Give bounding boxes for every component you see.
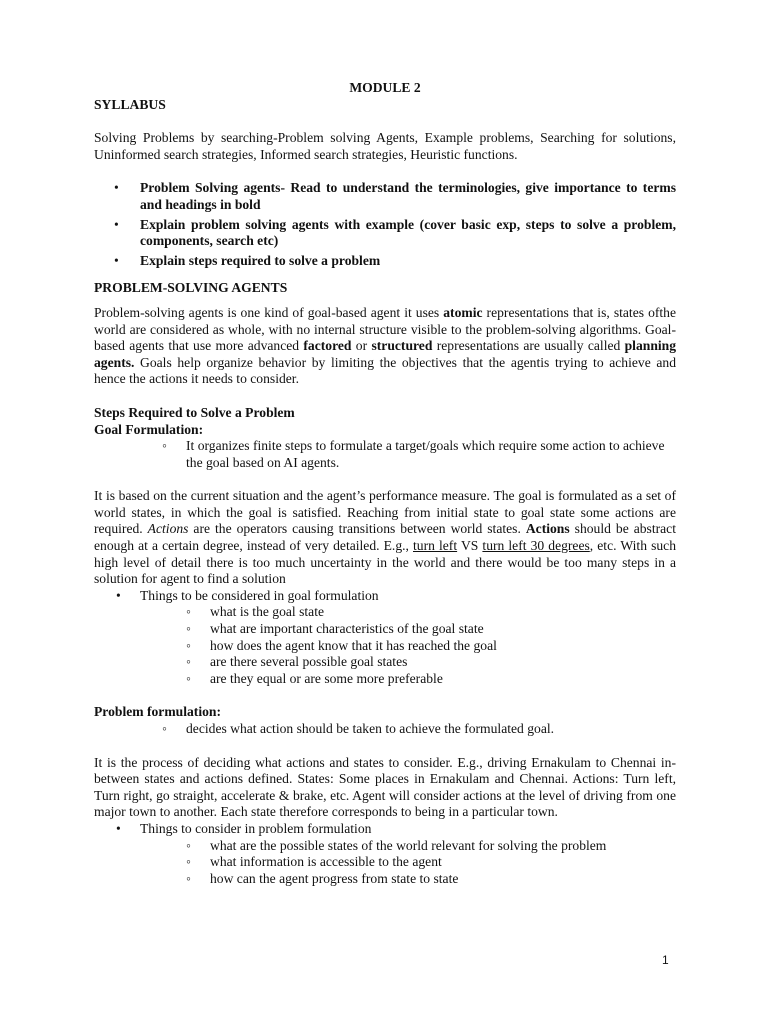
list-item: ◦ It organizes finite steps to formulate a target/goals which require some action to achieve the goal based on AI agents. <box>162 438 665 470</box>
problem-things-sublist <box>94 838 676 888</box>
list-item: • Things to consider in problem formulation <box>116 820 372 836</box>
bullet-icon: • <box>114 180 119 196</box>
psa-paragraph: Problem-solving agents is one kind of goal-based agent it uses atomic representations that is, states ofthe world are considered as whole, with no internal structure visible to the problem-solving algorithms. Goal-based agents that use more advanced factored or structured representations are usually called planning agents. Goals help organize behavior by limiting the objectives that the agentis trying to achieve and hence the actions it needs to consider. <box>94 304 677 387</box>
bullet-icon: • <box>114 252 119 268</box>
goal-paragraph: It is based on the current situation and the agent’s performance measure. The goal is formulated as a set of world states, in which the goal is satisfied. Reaching from initial state to goal state some actions are required. Actions are the operators causing transitions between world states. Actions should be abstract enough at a certain degree, instead of very detailed. E.g., turn left VS turn left 30 degrees, etc. With such high level of detail there is too much uncertainty in the world and there would be too many steps in a solution for agent to find a solution <box>94 488 676 587</box>
list-item: ◦ are they equal or are some more preferable <box>186 670 443 686</box>
problem-heading: Problem formulation: <box>94 704 221 720</box>
goal-heading: Goal Formulation: <box>94 421 204 437</box>
goal-things-list <box>94 588 676 605</box>
list-item: • Explain steps required to solve a problem <box>114 252 381 268</box>
ring-bullet-icon: ◦ <box>162 721 167 736</box>
goal-things-sublist <box>94 604 676 687</box>
problem-things-list <box>94 821 676 838</box>
bullet-icon: • <box>116 587 121 603</box>
list-item: ◦ what are important characteristics of the goal state <box>186 621 484 637</box>
list-item: ◦ what information is accessible to the agent <box>186 854 442 870</box>
bullet-icon: • <box>114 216 119 232</box>
problem-sub-list <box>94 721 676 738</box>
list-item: ◦ decides what action should be taken to achieve the formulated goal. <box>162 721 555 736</box>
ring-bullet-icon: ◦ <box>186 837 191 853</box>
list-item: ◦ are there several possible goal states <box>186 654 408 670</box>
notes-list <box>94 180 676 269</box>
list-item: ◦ how can the agent progress from state to state <box>186 870 459 886</box>
ring-bullet-icon: ◦ <box>186 870 191 886</box>
list-item: • Things to be considered in goal formulation <box>116 587 379 603</box>
problem-paragraph: It is the process of deciding what actions and states to consider. E.g., driving Ernakulam to Chennai in-between states and actions defined. States: Some places in Ernakulam and Chennai. Actions: Turn left, Turn right, go straight, accelerate & brake, etc. Agent will consider actions at the level of driving from one major town to another. Each state therefore corresponds to being in a particular town. <box>94 754 676 820</box>
ring-bullet-icon: ◦ <box>186 637 191 653</box>
ring-bullet-icon: ◦ <box>186 604 191 620</box>
list-item: • Explain problem solving agents with example (cover basic exp, steps to solve a problem, components, search etc) <box>114 216 676 249</box>
page-number: 1 <box>662 953 669 967</box>
list-item: ◦ how does the agent know that it has reached the goal <box>186 637 497 653</box>
syllabus-text: Solving Problems by searching-Problem solving Agents, Example problems, Searching for solutions, Uninformed search strategies, Informed search strategies, Heuristic functions. <box>94 130 676 162</box>
psa-heading: PROBLEM-SOLVING AGENTS <box>94 280 288 296</box>
module-title: MODULE 2 <box>349 80 421 95</box>
list-item: • Problem Solving agents- Read to understand the terminologies, give importance to terms and headings in bold <box>114 180 676 212</box>
ring-bullet-icon: ◦ <box>162 438 167 454</box>
list-item: ◦ what is the goal state <box>186 604 325 620</box>
steps-heading: Steps Required to Solve a Problem <box>94 404 295 420</box>
ring-bullet-icon: ◦ <box>186 670 191 686</box>
ring-bullet-icon: ◦ <box>186 854 191 870</box>
ring-bullet-icon: ◦ <box>186 621 191 637</box>
goal-sub-list <box>94 438 676 471</box>
bullet-icon: • <box>116 820 121 836</box>
syllabus-heading: SYLLABUS <box>94 96 166 112</box>
ring-bullet-icon: ◦ <box>186 654 191 670</box>
document-page <box>94 80 676 887</box>
list-item: ◦ what are the possible states of the world relevant for solving the problem <box>186 837 607 853</box>
